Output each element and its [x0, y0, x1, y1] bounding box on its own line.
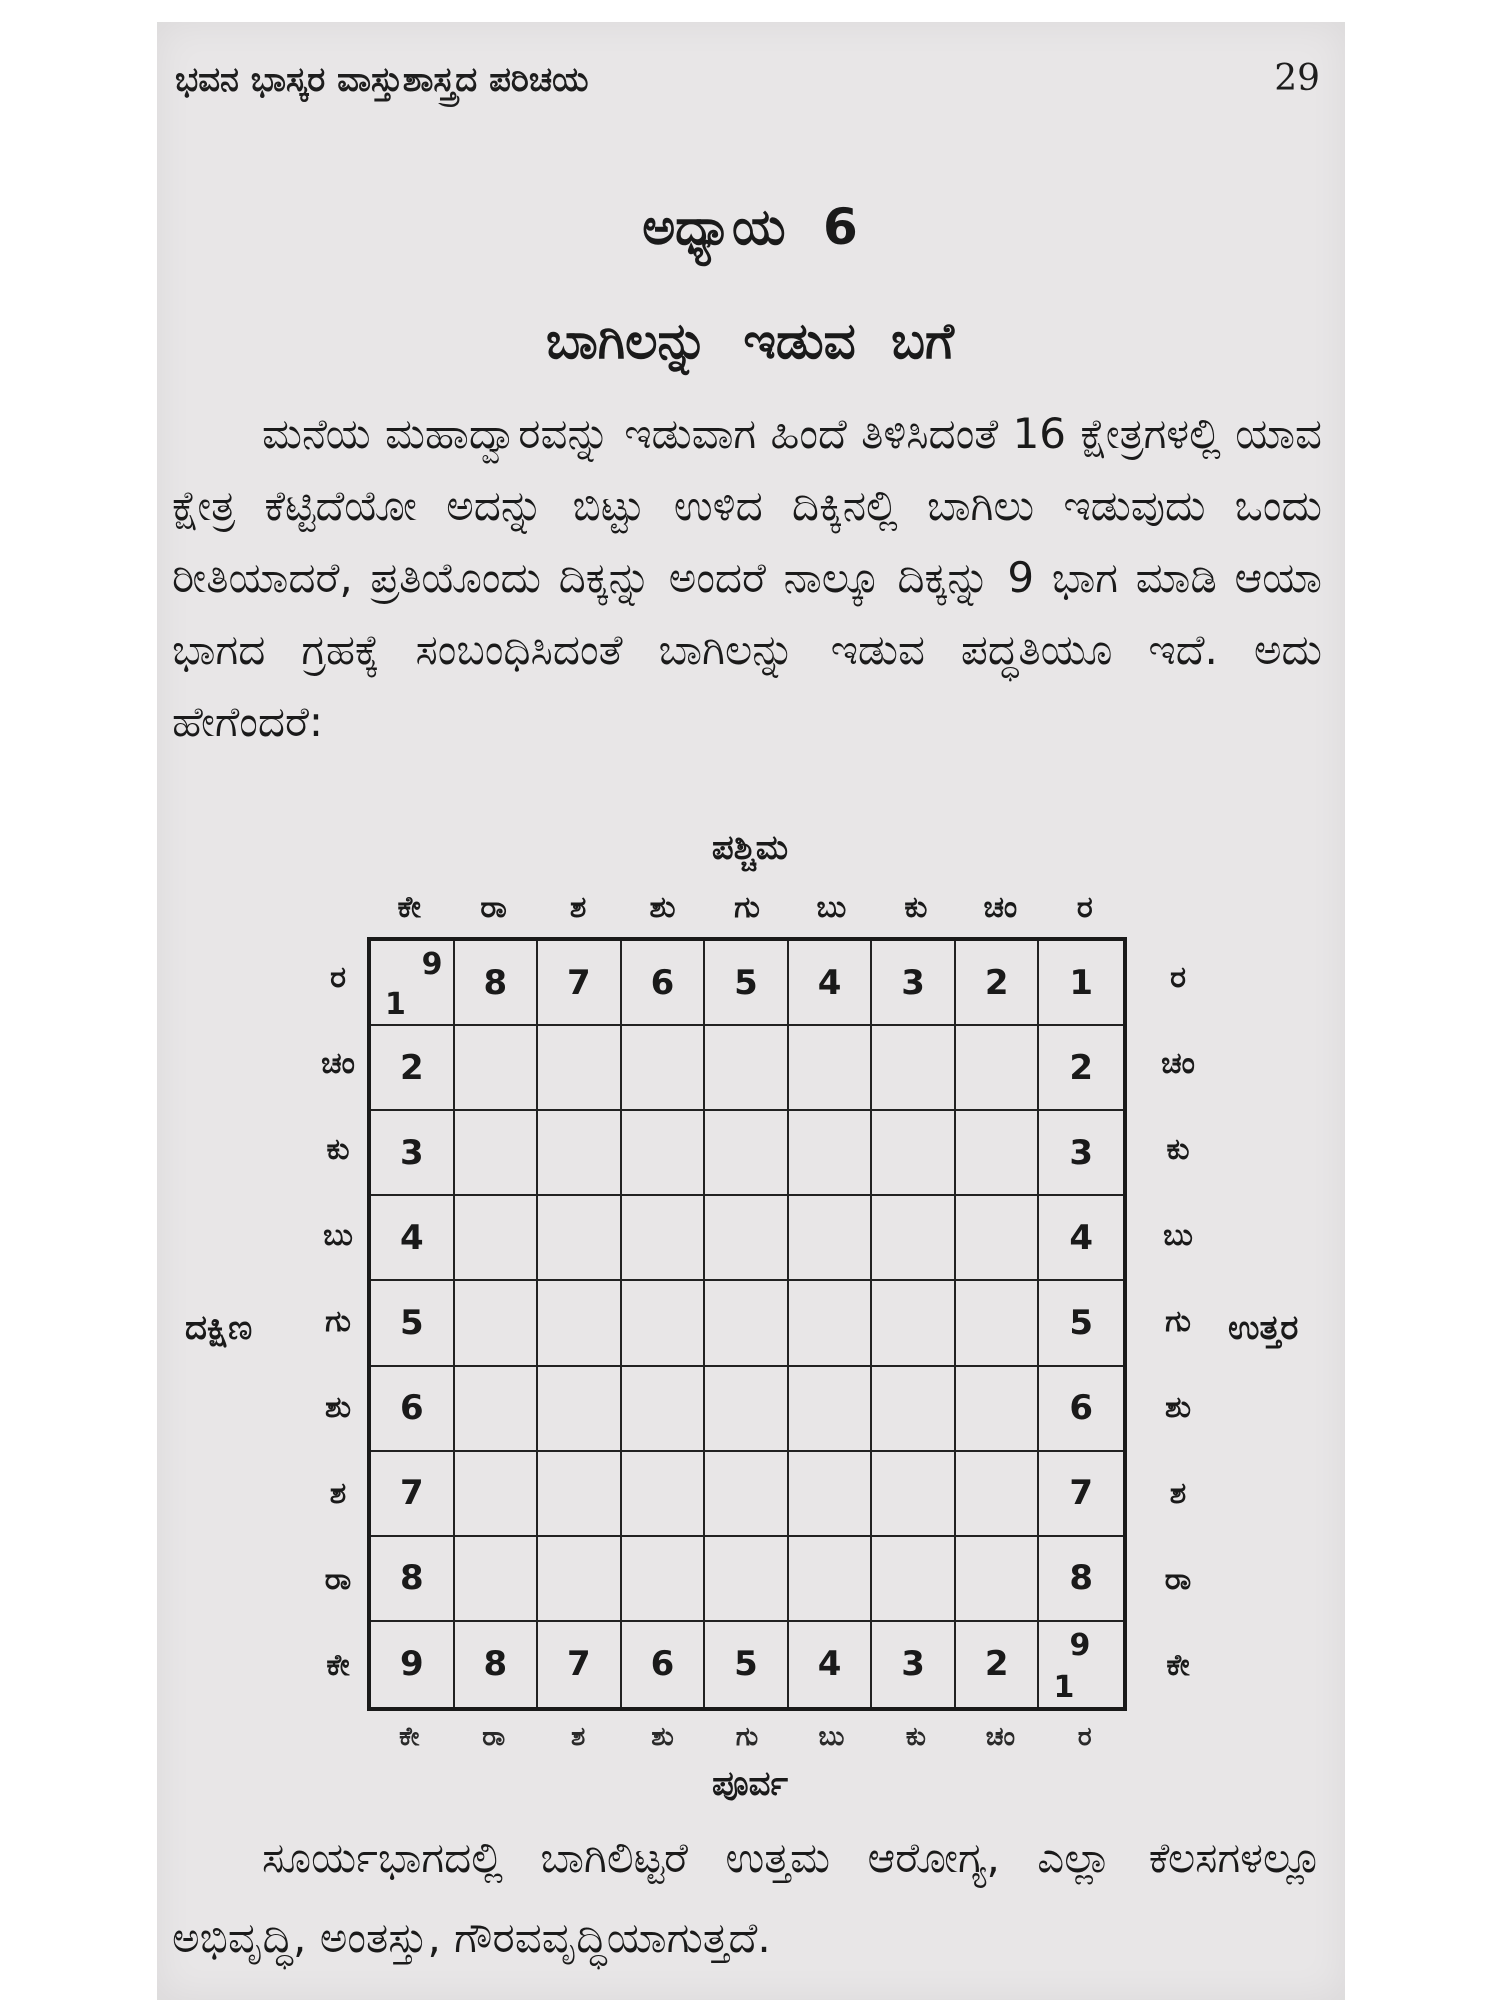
grid-cell-r1-c0: 2: [371, 1026, 455, 1111]
grid-cell-r6-c4: [705, 1452, 789, 1537]
grid-cell-r5-c3: [622, 1367, 706, 1452]
grid-cell-r5-c5: [789, 1367, 873, 1452]
grid-cell-r6-c5: [789, 1452, 873, 1537]
grid-cell-r1-c4: [705, 1026, 789, 1111]
grid-cell-r6-c2: [538, 1452, 622, 1537]
grid-cell-r8-c4: 5: [705, 1622, 789, 1707]
grid-cell-r4-c3: [622, 1281, 706, 1366]
direction-north-label: ಉತ್ತರ: [1228, 1308, 1299, 1348]
grid-cell-r4-c7: [956, 1281, 1040, 1366]
grid-cell-r3-c8: 4: [1039, 1196, 1123, 1281]
grid-cell-r2-c3: [622, 1111, 706, 1196]
grid-cell-r1-c7: [956, 1026, 1040, 1111]
grid-cell-r8-c2: 7: [538, 1622, 622, 1707]
grid-cell-r4-c8: 5: [1039, 1281, 1123, 1366]
grid-cell-r1-c3: [622, 1026, 706, 1111]
grid-cell-r0-c6: 3: [872, 941, 956, 1026]
grid-cell-r7-c1: [455, 1537, 539, 1622]
top-planet-label: ರಾ: [480, 890, 507, 925]
right-planet-label: ರಾ: [1164, 1562, 1192, 1597]
right-planet-label: ಕು: [1166, 1132, 1190, 1167]
bottom-planet-label: ರಾ: [482, 1722, 506, 1752]
grid-cell-r0-c4: 5: [705, 941, 789, 1026]
right-planet-label: ಶ: [1169, 1476, 1187, 1511]
running-header-title: ಭವನ ಭಾಸ್ಕರ ವಾಸ್ತುಶಾಸ್ತ್ರದ ಪರಿಚಯ: [175, 60, 589, 100]
grid-cell-r0-c5: 4: [789, 941, 873, 1026]
grid-cell-r3-c7: [956, 1196, 1040, 1281]
grid-cell-r2-c1: [455, 1111, 539, 1196]
grid-cell-r5-c0: 6: [371, 1367, 455, 1452]
grid-cell-r1-c6: [872, 1026, 956, 1111]
top-planet-label: ಕು: [904, 890, 928, 925]
chapter-heading: ಅಧ್ಯಾಯ 6: [642, 198, 858, 256]
grid-cell-r2-c8: 3: [1039, 1111, 1123, 1196]
grid-cell-r6-c8: 7: [1039, 1452, 1123, 1537]
grid-cell-r4-c4: [705, 1281, 789, 1366]
body-paragraph-2: ಸೂರ್ಯಭಾಗದಲ್ಲಿ ಬಾಗಿಲಿಟ್ಟರೆ ಉತ್ತಮ ಆರೋಗ್ಯ, ಎಲ್ಲಾ ಕೆಲಸಗಳಲ್ಲೂ ಅಭಿವೃದ್ಧಿ, ಅಂತಸ್ತು, ಗೌರವವೃದ್ಧಿಯಾಗುತ್ತದೆ.: [172, 1833, 1322, 1962]
grid-cell-r0-c3: 6: [622, 941, 706, 1026]
grid-cell-r6-c7: [956, 1452, 1040, 1537]
bottom-planet-label: ಚಂ: [985, 1722, 1015, 1752]
bottom-planet-label: ಶ: [570, 1722, 586, 1752]
grid-cell-r2-c2: [538, 1111, 622, 1196]
grid-cell-r7-c7: [956, 1537, 1040, 1622]
corner-number-lower: 1: [1053, 1670, 1075, 1705]
top-planet-label: ಶು: [649, 890, 676, 925]
top-planet-label: ಶ: [569, 890, 587, 925]
left-planet-label: ಕೇ: [326, 1648, 350, 1683]
top-planet-label: ಗು: [734, 890, 760, 925]
left-planet-label: ರ: [330, 960, 346, 995]
grid-cell-r5-c4: [705, 1367, 789, 1452]
grid-cell-r0-c0: [371, 941, 455, 1026]
grid-cell-r1-c2: [538, 1026, 622, 1111]
grid-cell-r6-c1: [455, 1452, 539, 1537]
grid-cell-r1-c8: 2: [1039, 1026, 1123, 1111]
grid-cell-r8-c7: 2: [956, 1622, 1040, 1707]
grid-cell-r4-c1: [455, 1281, 539, 1366]
grid-cell-r4-c2: [538, 1281, 622, 1366]
top-planet-label: ಕೇ: [397, 890, 421, 925]
right-planet-label: ಕೇ: [1166, 1648, 1190, 1683]
grid-cell-r7-c8: 8: [1039, 1537, 1123, 1622]
grid-cell-r8-c1: 8: [455, 1622, 539, 1707]
direction-west-label: ಪಶ್ಚಿಮ: [711, 828, 789, 868]
bottom-planet-label: ಶು: [651, 1722, 674, 1752]
grid-cell-r7-c5: [789, 1537, 873, 1622]
right-planet-label: ರ: [1170, 960, 1186, 995]
left-planet-label: ಶು: [325, 1390, 351, 1425]
right-planet-label: ಬು: [1163, 1218, 1193, 1253]
right-planet-label: ಗು: [1165, 1304, 1191, 1339]
left-planet-label: ಗು: [325, 1304, 351, 1339]
grid-cell-r0-c7: 2: [956, 941, 1040, 1026]
grid-cell-r8-c8: [1039, 1622, 1123, 1707]
grid-cell-r5-c8: 6: [1039, 1367, 1123, 1452]
left-planet-label: ಬು: [323, 1218, 353, 1253]
body-paragraph-1: ಮನೆಯ ಮಹಾದ್ವಾರವನ್ನು ಇಡುವಾಗ ಹಿಂದೆ ತಿಳಿಸಿದಂತೆ 16 ಕ್ಷೇತ್ರಗಳಲ್ಲಿ ಯಾವ ಕ್ಷೇತ್ರ ಕೆಟ್ಟಿದೆಯೋ ಅದನ್ನು ಬಿಟ್ಟು ಉಳಿದ ದಿಕ್ಕಿನಲ್ಲಿ ಬಾಗಿಲು ಇಡುವುದು ಒಂದು ರೀತಿಯಾದರೆ, ಪ್ರತಿಯೊಂದು ದಿಕ್ಕನ್ನು ಅಂದರೆ ನಾಲ್ಕೂ ದಿಕ್ಕನ್ನು 9 ಭಾಗ ಮಾಡಿ ಆಯಾ ಭಾಗದ ಗ್ರಹಕ್ಕೆ ಸಂಬಂಧಿಸಿದಂತೆ ಬಾಗಿಲನ್ನು ಇಡುವ ಪದ್ಧತಿಯೂ ಇದೆ. ಅದು ಹೇಗೆಂದರೆ:: [172, 409, 1322, 746]
grid-cell-r2-c0: 3: [371, 1111, 455, 1196]
grid-cell-r0-c8: 1: [1039, 941, 1123, 1026]
grid-cell-r7-c4: [705, 1537, 789, 1622]
grid-cell-r5-c1: [455, 1367, 539, 1452]
grid-cell-r7-c6: [872, 1537, 956, 1622]
grid-cell-r3-c1: [455, 1196, 539, 1281]
grid-cell-r0-c1: 8: [455, 941, 539, 1026]
grid-cell-r5-c7: [956, 1367, 1040, 1452]
bottom-planet-label: ಗು: [735, 1722, 759, 1752]
grid-cell-r8-c0: 9: [371, 1622, 455, 1707]
page-number: 29: [1274, 58, 1320, 99]
top-planet-label: ರ: [1076, 890, 1093, 925]
corner-number-lower: 1: [385, 987, 406, 1023]
left-planet-label: ಚಂ: [321, 1046, 355, 1081]
chapter-title: ಬಾಗಿಲನ್ನು ಇಡುವ ಬಗೆ: [545, 312, 955, 370]
grid-cell-r6-c6: [872, 1452, 956, 1537]
grid-cell-r6-c3: [622, 1452, 706, 1537]
grid-cell-r3-c4: [705, 1196, 789, 1281]
corner-number-upper: 9: [421, 947, 443, 982]
grid-cell-r4-c6: [872, 1281, 956, 1366]
left-planet-label: ಕು: [326, 1132, 350, 1167]
bottom-planet-label: ಕು: [905, 1722, 926, 1752]
right-planet-label: ಚಂ: [1161, 1046, 1195, 1081]
grid-cell-r8-c6: 3: [872, 1622, 956, 1707]
bottom-planet-label: ಕೇ: [399, 1722, 420, 1752]
bottom-planet-label: ರ: [1077, 1722, 1092, 1752]
corner-number-upper: 9: [1069, 1627, 1091, 1663]
grid-cell-r2-c7: [956, 1111, 1040, 1196]
grid-cell-r2-c5: [789, 1111, 873, 1196]
door-division-grid: [367, 937, 1127, 1711]
grid-cell-r8-c5: 4: [789, 1622, 873, 1707]
grid-cell-r3-c5: [789, 1196, 873, 1281]
grid-cell-r4-c0: 5: [371, 1281, 455, 1366]
direction-south-label: ದಕ್ಷಿಣ: [185, 1308, 253, 1348]
grid-cell-r4-c5: [789, 1281, 873, 1366]
grid-cell-r0-c2: 7: [538, 941, 622, 1026]
top-planet-label: ಚಂ: [983, 890, 1018, 925]
grid-cell-r3-c6: [872, 1196, 956, 1281]
grid-cell-r3-c3: [622, 1196, 706, 1281]
left-planet-label: ಶ: [329, 1476, 347, 1511]
grid-cell-r7-c0: 8: [371, 1537, 455, 1622]
grid-cell-r5-c2: [538, 1367, 622, 1452]
grid-cell-r2-c6: [872, 1111, 956, 1196]
grid-cell-r7-c3: [622, 1537, 706, 1622]
left-planet-label: ರಾ: [324, 1562, 352, 1597]
grid-cell-r7-c2: [538, 1537, 622, 1622]
direction-east-label: ಪೂರ್ವ: [711, 1764, 789, 1804]
right-planet-label: ಶು: [1165, 1390, 1191, 1425]
grid-cell-r6-c0: 7: [371, 1452, 455, 1537]
bottom-planet-label: ಬು: [818, 1722, 845, 1752]
grid-cell-r1-c5: [789, 1026, 873, 1111]
top-planet-label: ಬು: [816, 890, 847, 925]
grid-cell-r8-c3: 6: [622, 1622, 706, 1707]
grid-cell-r1-c1: [455, 1026, 539, 1111]
grid-cell-r3-c0: 4: [371, 1196, 455, 1281]
grid-cell-r5-c6: [872, 1367, 956, 1452]
grid-cell-r3-c2: [538, 1196, 622, 1281]
grid-cell-r2-c4: [705, 1111, 789, 1196]
